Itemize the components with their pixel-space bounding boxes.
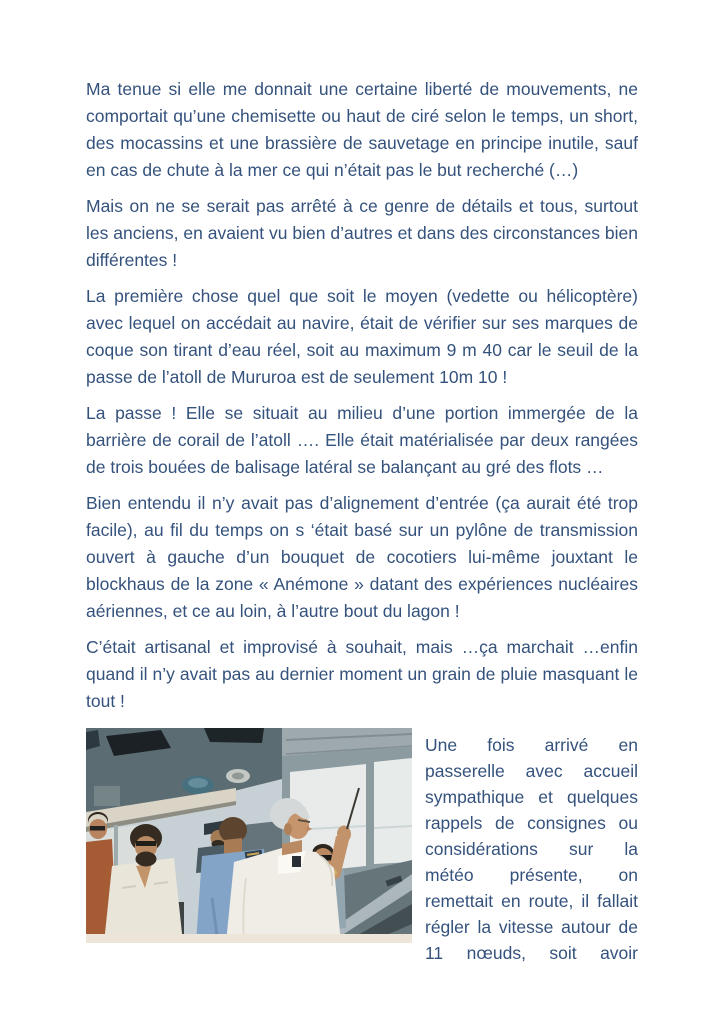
- paragraph-2: Mais on ne se serait pas arrêté à ce genre de détails et tous, surtout les anciens, en avaient vu bien d’autres et dans des circonstances bien différentes !: [86, 196, 638, 270]
- paragraph-4: La passe ! Elle se situait au milieu d’une portion immergée de la barrière de corail de l’atoll …. Elle était matérialisée par deux rangées de trois bouées de balisage latéral se balançant au gré des flots …: [86, 403, 638, 477]
- paragraph-6: C’était artisanal et improvisé à souhait, mais …ça marchait …enfin quand il n’y avait pas au dernier moment un grain de pluie masquant le tout !: [86, 637, 638, 711]
- ship-bridge-photo-illustration: [86, 728, 412, 943]
- paragraph-3: La première chose quel que soit le moyen (vedette ou hélicoptère) avec lequel on accédait au navire, était de vérifier sur ses marques de coque son tirant d’eau réel, soit au maximum 9 m 40 car le seuil de la passe de l’atoll de Mururoa est de seulement 10m 10 !: [86, 286, 638, 387]
- paragraph-beside-photo: Une fois arrivé en passerelle avec accueil sympathique et quelques rappels de consignes ou considérations sur la météo présente, on remettait en route, il fallait régler la vitesse autour de 11 nœuds, soit avoir: [425, 735, 638, 963]
- document-body: [86, 76, 638, 966]
- ship-bridge-photo: [86, 728, 412, 943]
- photo-text-row: [86, 728, 638, 966]
- paragraph-1: Ma tenue si elle me donnait une certaine liberté de mouvements, ne comportait qu’une chemisette ou haut de ciré selon le temps, un short, des mocassins et une brassière de sauvetage en principe inutile, sauf en cas de chute à la mer ce qui n’était pas le but recherché (…): [86, 79, 638, 180]
- paragraph-5: Bien entendu il n’y avait pas d’alignement d’entrée (ça aurait été trop facile), au fil du temps on s ‘était basé sur un pylône de transmission ouvert à gauche d’un bouquet de cocotiers lui-même jouxtant le blockhaus de la zone « Anémone » datant des expériences nucléaires aériennes, et ce au loin, à l’autre bout du lagon !: [86, 493, 638, 621]
